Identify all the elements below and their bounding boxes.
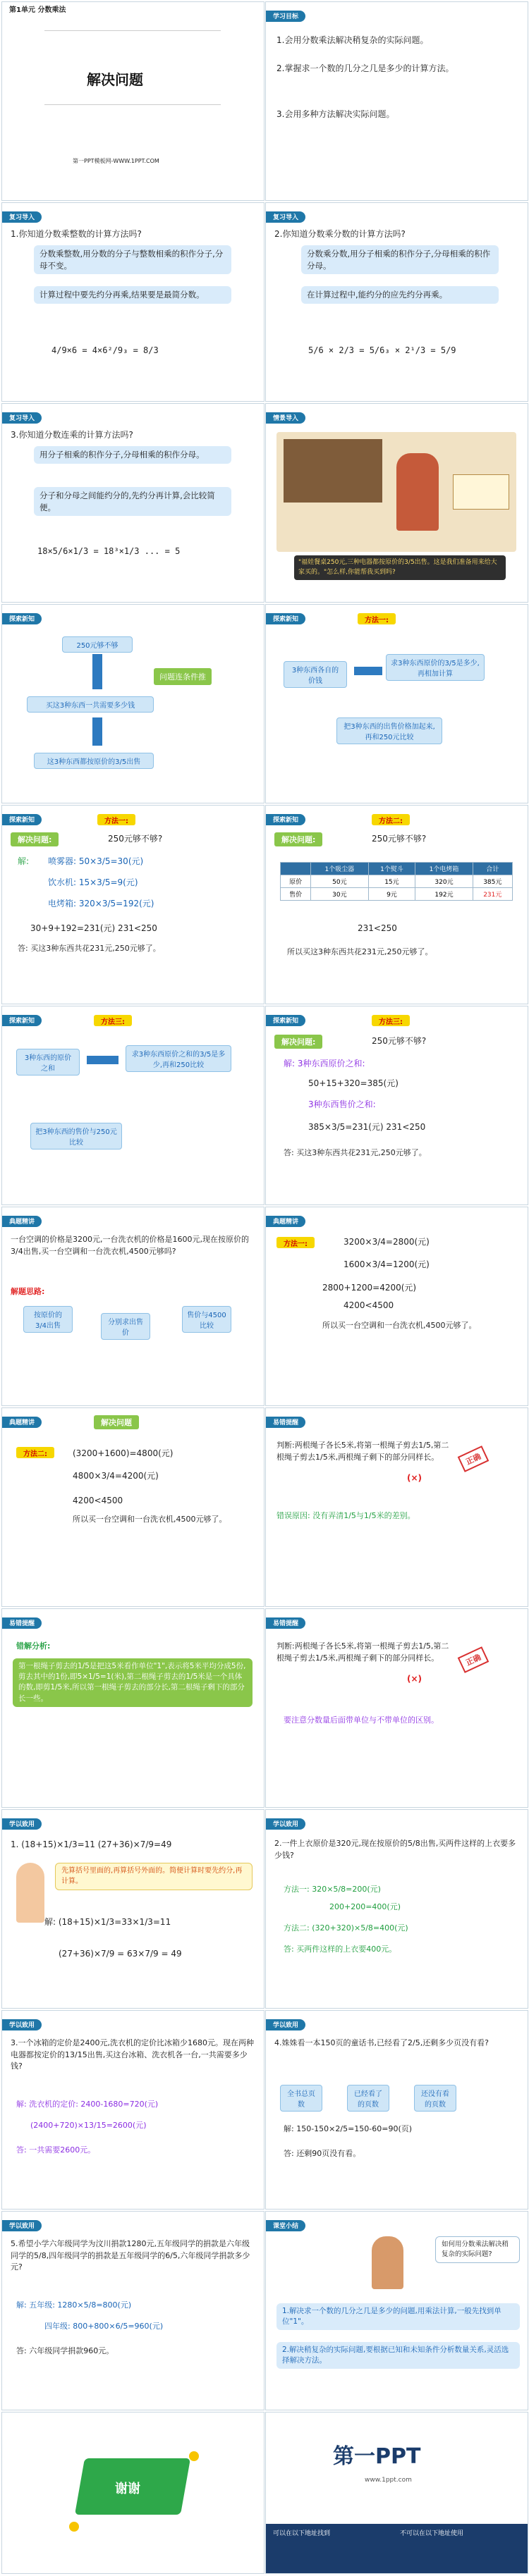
solve-label: 解决问题: (11, 832, 59, 846)
slide-example-3 (1, 1407, 264, 1607)
price-table (280, 862, 513, 901)
flow-box-3: 还没有看的页数 (414, 2085, 456, 2112)
question-bubble: 如何用分数乘法解决稍复杂的实际问题? (435, 2236, 520, 2263)
section-header: 学以致用 (2, 2019, 42, 2030)
section-header: 复习导入 (2, 211, 42, 223)
slide-practice-5 (1, 2211, 264, 2410)
section-header: 探索新知 (2, 613, 42, 624)
answer: 答: 买这3种东西共花231元,250元够了。 (18, 944, 161, 953)
summary-1: 1.解决求一个数的几分之几是多少的问题,用乘法计算,一般先找到单位"1"。 (276, 2303, 520, 2330)
flow-box-2: 求3种东西原价的3/5是多少,再相加计算 (386, 654, 485, 681)
table-header: 1个电烤箱 (415, 863, 473, 875)
brand-url[interactable]: www.1ppt.com (365, 2477, 412, 2484)
method-tag: 方法一: (97, 814, 135, 825)
table-cell: 15元 (368, 875, 415, 888)
slide-review-3 (1, 403, 264, 603)
flow-box-3: 把3种东西的出售价格加起来,再和250元比较 (336, 717, 442, 744)
slide-thanks (1, 2412, 264, 2574)
line-1: 解: 洗衣机的定价: 2400-1680=720(元) (16, 2100, 159, 2109)
table-header: 1个熨斗 (368, 863, 415, 875)
method-tag: 方法三: (94, 1015, 132, 1026)
equation: 18×5/6×1/3 = 18³×1/3 ... = 5 (37, 546, 181, 556)
section-header: 学习目标 (266, 11, 305, 22)
problem: 一台空调的价格是3200元,一台洗衣机的价格是1600元,现在按原价的3/4出售,买一台空调和一台洗衣机,4500元够吗? (11, 1235, 249, 1256)
slide-method-2 (265, 805, 528, 1004)
table-header (281, 863, 311, 875)
teacher-figure (372, 2236, 403, 2289)
line-1: (3200+1600)=4800(元) (73, 1448, 174, 1458)
flow-box-1: 250元够不够 (62, 636, 133, 653)
line-1: 解: 150-150×2/5=150-60=90(页) (284, 2124, 413, 2133)
table-row (281, 888, 513, 901)
table-header: 1个吸尘器 (311, 863, 368, 875)
method-tag: 方法三: (372, 1015, 410, 1026)
slide-mistake-1 (265, 1407, 528, 1607)
section-header: 情景导入 (266, 412, 305, 424)
problem: 5.希望小学六年级同学为汶川捐款1280元,五年级同学的捐款是六年级同学的5/8,四年级同学的捐款是五年级同学的6/5,六年级同学捐款多少元? (11, 2239, 250, 2272)
method-1b: 200+200=400(元) (329, 1902, 401, 1911)
line-2: (2400+720)×13/15=2600(元) (30, 2121, 147, 2130)
jie-label: 解: (18, 856, 30, 866)
person-figure (396, 453, 439, 531)
flow-box-1: 3种东西各自的价钱 (284, 661, 347, 688)
method-tag: 方法二: (372, 814, 410, 825)
line-4: 4200<4500 (343, 1300, 394, 1310)
section-header: 探索新知 (266, 814, 305, 825)
think-label: 解题思路: (11, 1287, 45, 1296)
table-cell: 9元 (368, 888, 415, 901)
line-4: 30+9+192=231(元) 231<250 (30, 923, 157, 933)
rule-box-2: 分子和分母之间能约分的,先约分再计算,会比较简便。 (34, 487, 231, 516)
shelf (284, 439, 382, 503)
table-row (281, 875, 513, 888)
flow-arrow-1 (87, 1056, 118, 1064)
slide-explore-2 (265, 604, 528, 803)
section-header: 学以致用 (266, 2019, 305, 2030)
answer: 答: 还剩90页没有看。 (284, 2149, 361, 2158)
section-header: 易错提醒 (2, 1617, 42, 1629)
slide-review-1 (1, 202, 264, 402)
slide-title (1, 1, 264, 201)
title-rule (44, 30, 221, 31)
price-sign (453, 474, 509, 510)
line-3: 4200<4500 (73, 1496, 123, 1505)
section-header: 复习导入 (266, 211, 305, 223)
slide-review-2 (265, 202, 528, 402)
rule-box-1: 分数乘整数,用分数的分子与整数相乘的积作分子,分母不变。 (34, 245, 231, 274)
line-2: (27+36)×7/9 = 63×7/9 = 49 (59, 1949, 182, 1959)
slide-brand (265, 2412, 528, 2574)
table-cell: 50元 (311, 875, 368, 888)
store-illustration (276, 432, 516, 552)
flow-box-2: 已经看了的页数 (347, 2085, 389, 2112)
brand-logo: 第一PPT (333, 2444, 421, 2469)
line-3: 2800+1200=4200(元) (322, 1283, 417, 1293)
comparison: 231<250 (358, 923, 397, 933)
slide-method-1 (1, 805, 264, 1004)
slide-mistake-3 (265, 1608, 528, 1808)
equation: 4/9×6 = 4×6²/9₃ = 8/3 (51, 345, 159, 355)
line-2: 1600×3/4=1200(元) (343, 1259, 430, 1269)
question: 3.你知道分数连乘的计算方法吗? (11, 430, 133, 440)
rule-box-1: 分数乘分数,用分子相乘的积作分子,分母相乘的积作分母。 (301, 245, 499, 274)
answer: 答: 一共需要2600元。 (16, 2145, 96, 2155)
section-header: 典题精讲 (2, 1417, 42, 1428)
section-header: 学以致用 (2, 2220, 42, 2231)
reason: 错误原因: 没有弄清1/5与1/5米的差别。 (276, 1511, 415, 1520)
line-3: 3种东西售价之和: (308, 1099, 376, 1109)
question: 2.你知道分数乘分数的计算方法吗? (274, 229, 406, 239)
slide-practice-2 (265, 1809, 528, 2009)
problem: 4.姝姝看一本150页的童话书,已经看了2/5,还剩多少页没有看? (274, 2038, 490, 2047)
section-header: 复习导入 (2, 412, 42, 424)
line-1: 解: (18+15)×1/3=33×1/3=11 (44, 1917, 171, 1927)
answer: 答: 六年级同学捐款960元。 (16, 2346, 114, 2355)
page-title: 解决问题 (87, 71, 143, 88)
rule-box-2: 在计算过程中,能约分的应先约分再乘。 (301, 286, 499, 304)
question: 250元够不够? (372, 1036, 427, 1046)
slide-example-1 (1, 1207, 264, 1406)
problem: 判断:两根绳子各长5米,将第一根绳子剪去1/5,第二根绳子剪去1/5米,两根绳子剩下的部分同样长。 (276, 1641, 449, 1663)
answer: 答: 买这3种东西共花231元,250元够了。 (284, 1148, 427, 1157)
solve-label: 解决问题 (94, 1415, 139, 1429)
problem: 2.一件上衣原价是320元,现在按原价的5/8出售,买两件这样的上衣要多少钱? (274, 1839, 516, 1860)
line-1: 解: 五年级: 1280×5/8=800(元) (16, 2300, 132, 2310)
bird-icon (69, 2522, 79, 2532)
slide-summary (265, 2211, 528, 2410)
table-cell: 30元 (311, 888, 368, 901)
line-2: 四年级: 800+800×6/5=960(元) (44, 2322, 164, 2331)
table-cell: 192元 (415, 888, 473, 901)
flow-label: 问题连条件推 (154, 668, 212, 685)
answer: 答: 买两件这样的上衣要400元。 (284, 1945, 397, 1954)
answer: 所以买一台空调和一台洗衣机,4500元够了。 (73, 1515, 227, 1524)
section-header: 课堂小结 (266, 2220, 305, 2231)
line-4: 385×3/5=231(元) 231<250 (308, 1122, 426, 1132)
method-tag: 方法二: (16, 1447, 54, 1458)
correct-stamp: 正确 (458, 1646, 490, 1673)
solve-label: 解决问题: (274, 1035, 322, 1049)
line-1: 解: 3种东西原价之和: (284, 1059, 365, 1068)
slide-example-2 (265, 1207, 528, 1406)
table-cell: 原价 (281, 875, 311, 888)
section-header: 探索新知 (2, 814, 42, 825)
section-header: 易错提醒 (266, 1417, 305, 1428)
table-cell: 231元 (473, 888, 512, 901)
slide-practice-4 (265, 2010, 528, 2210)
rule-box-2: 计算过程中要先约分再乘,结果要是最简分数。 (34, 286, 231, 304)
section-header: 典题精讲 (2, 1216, 42, 1227)
goal-1: 1.会用分数乘法解决稍复杂的实际问题。 (276, 35, 429, 45)
flow-box-2: 分别求出售价 (101, 1313, 150, 1340)
analysis-box: 第一根绳子剪去的1/5是把这5米看作单位"1",表示将5米平均分成5份,剪去其中的1份,即5×1/5=1(米),第二根绳子剪去的1/5米是一个具体的数,即剪1/5米,所以第一根绳子剪去的部分长,第二根绳子剩下的部分长一些。 (13, 1658, 253, 1707)
flow-box-1: 3种东西的原价之和 (16, 1049, 80, 1076)
thanks-text: 谢谢 (115, 2482, 140, 2496)
equation: 5/6 × 2/3 = 5/6₃ × 2¹/3 = 5/9 (308, 345, 456, 355)
slide-scene (265, 403, 528, 603)
girl-figure (16, 1863, 44, 1923)
answer: 所以买一台空调和一台洗衣机,4500元够了。 (322, 1321, 477, 1330)
line-2: 饮水机: 15×3/5=9(元) (48, 877, 138, 887)
question: 1. (18+15)×1/3=11 (27+36)×7/9=49 (11, 1839, 172, 1849)
flow-box-3: 把3种东西的售价与250元比较 (30, 1123, 122, 1150)
slide-method-3 (265, 1006, 528, 1205)
section-header: 学以致用 (2, 1818, 42, 1830)
analysis-label: 错解分析: (16, 1641, 51, 1651)
flow-arrow-1 (92, 654, 102, 689)
slide-mistake-2 (1, 1608, 264, 1808)
method-2: 方法二: (320+320)×5/8=400(元) (284, 1923, 408, 1933)
slide-explore-3 (1, 1006, 264, 1205)
method-tag: 方法一: (276, 1237, 315, 1248)
correct-stamp: 正确 (458, 1446, 490, 1472)
footer-col-1: 可以在以下地址找到 (273, 2530, 331, 2537)
problem: 3.一个冰箱的定价是2400元,洗衣机的定价比冰箱少1680元。现在两种电器都按定价的13/15出售,买这台冰箱、洗衣机各一台,一共需要多少钱? (11, 2038, 254, 2071)
answer-mark: (×) (407, 1674, 422, 1684)
caption: "福娃餐桌250元,三种电器都按原价的3/5出售。这是我们准备用来给大家买的。"怎么样,你能帮我买到吗? (294, 555, 506, 580)
table-cell: 售价 (281, 888, 311, 901)
method-1: 方法一: 320×5/8=200(元) (284, 1885, 381, 1894)
section-header: 典题精讲 (266, 1216, 305, 1227)
flow-box-2: 买这3种东西一共需要多少钱 (27, 696, 154, 713)
question: 250元够不够? (108, 834, 163, 844)
line-1: 3200×3/4=2800(元) (343, 1237, 430, 1247)
flow-arrow-1 (354, 667, 382, 675)
footer-col-2: 不可以在以下地址使用 (400, 2530, 464, 2537)
summary-2: 2.解决稍复杂的实际问题,要根据已知和未知条件分析数量关系,灵活选择解决方法。 (276, 2342, 520, 2369)
goal-3: 3.会用多种方法解决实际问题。 (276, 109, 395, 119)
question: 250元够不够? (372, 834, 427, 844)
method-tag: 方法一: (358, 613, 396, 624)
answer-mark: (×) (407, 1473, 422, 1483)
footer-strip (266, 2524, 528, 2573)
answer: 所以买这3种东西共花231元,250元够了。 (287, 947, 433, 956)
slide-goals (265, 1, 528, 201)
flow-box-1: 全书总页数 (280, 2085, 322, 2112)
flow-box-3: 售价与4500比较 (182, 1306, 231, 1333)
flow-box-2: 求3种东西原价之和的3/5是多少,再和250比较 (126, 1045, 231, 1072)
section-header: 学以致用 (266, 1818, 305, 1830)
bird-icon (189, 2451, 199, 2461)
title-rule-2 (44, 104, 221, 105)
line-2: 50+15+320=385(元) (308, 1078, 399, 1088)
question: 1.你知道分数乘整数的计算方法吗? (11, 229, 142, 239)
flow-box-3: 这3种东西都按原价的3/5出售 (34, 753, 154, 769)
site-label: 第一PPT模板网-WWW.1PPT.COM (73, 158, 159, 164)
section-header: 易错提醒 (266, 1617, 305, 1629)
line-3: 电烤箱: 320×3/5=192(元) (48, 899, 154, 908)
line-2: 4800×3/4=4200(元) (73, 1471, 159, 1481)
unit-label: 第1单元 分数乘法 (9, 6, 66, 14)
tip: 要注意分数量后面带单位与不带单位的区别。 (284, 1715, 439, 1725)
flow-box-1: 按原价的3/4出售 (23, 1306, 73, 1333)
line-1: 喷雾器: 50×3/5=30(元) (48, 856, 144, 866)
problem: 判断:两根绳子各长5米,将第一根绳子剪去1/5,第二根绳子剪去1/5米,两根绳子剩下的部分同样长。 (276, 1441, 449, 1462)
section-header: 探索新知 (2, 1015, 42, 1026)
flow-arrow-2 (92, 717, 102, 746)
solve-label: 解决问题: (274, 832, 322, 846)
slide-practice-1 (1, 1809, 264, 2009)
goal-2: 2.掌握求一个数的几分之几是多少的计算方法。 (276, 63, 454, 73)
slide-practice-3 (1, 2010, 264, 2210)
rule-box-1: 用分子相乘的积作分子,分母相乘的积作分母。 (34, 446, 231, 464)
hint-bubble: 先算括号里面的,再算括号外面的。简便计算时要先约分,再计算。 (55, 1863, 253, 1890)
table-cell: 385元 (473, 875, 512, 888)
section-header: 探索新知 (266, 1015, 305, 1026)
slide-explore-1 (1, 604, 264, 803)
table-cell: 320元 (415, 875, 473, 888)
table-header: 合计 (473, 863, 512, 875)
section-header: 探索新知 (266, 613, 305, 624)
